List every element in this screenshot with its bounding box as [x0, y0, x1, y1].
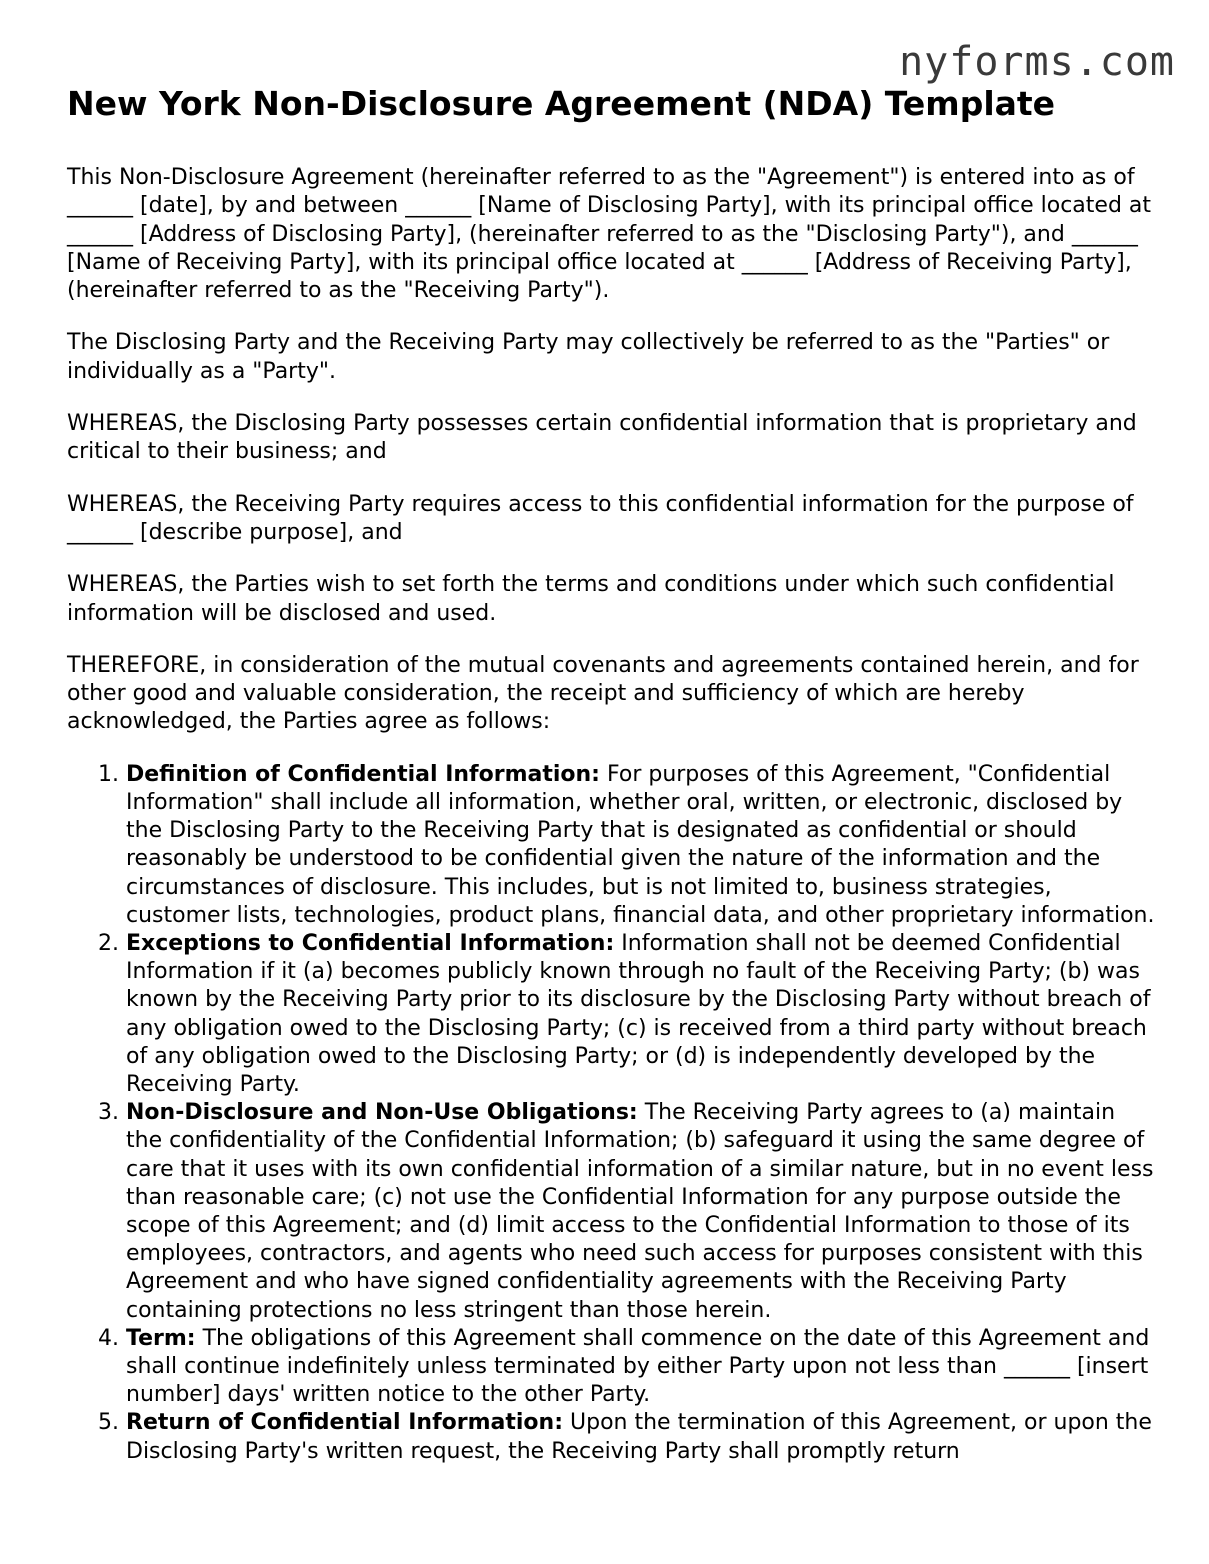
- clause-list: [67, 761, 1157, 1466]
- clause-item: [126, 761, 1157, 930]
- clause-heading: Return of Confidential Information:: [126, 1410, 564, 1436]
- clause-text: The Receiving Party agrees to (a) maintain the confidentiality of the Confidential Information; (b) safeguard it using the same degree of care that it uses with its own confidential information of a similar nature, but in no event less than reasonable care; (c) not use the Confidential Information for any purpose outside the scope of this Agreement; and (d) limit access to the Confidential Information to those of its employees, contractors, and agents who need such access for purposes consistent with this Agreement and who have signed confidentiality agreements with the Receiving Party containing protections no less stringent than those herein.: [126, 1100, 1154, 1323]
- clause-item: [126, 1099, 1157, 1325]
- whereas-paragraph-3: WHEREAS, the Parties wish to set forth the terms and conditions under which such confidential information will be disclosed and used.: [67, 572, 1115, 626]
- clause-text: Upon the termination of this Agreement, or upon the Disclosing Party's written request, the Receiving Party shall promptly return: [126, 1410, 1152, 1464]
- clause-text: For purposes of this Agreement, "Confidential Information" shall include all information, whether oral, written, or electronic, disclosed by the Disclosing Party to the Receiving Party that is designated as confidential or should reasonably be understood to be confidential given the nature of the information and the circumstances of disclosure. This includes, but is not limited to, business strategies, customer lists, technologies, product plans, financial data, and other proprietary information.: [126, 761, 1155, 928]
- therefore-paragraph: THEREFORE, in consideration of the mutual covenants and agreements contained herein, and for other good and valuable consideration, the receipt and sufficiency of which are hereby acknowledged, the Parties agree as follows:: [67, 652, 1139, 735]
- intro-paragraph: This Non-Disclosure Agreement (hereinafter referred to as the "Agreement") is entered into as of ______ [date], by and between ______ [Name of Disclosing Party], with its principal office located at ______ [Address of Disclosing Party], (hereinafter referred to as the "Disclosing Party"), and ______ [Name of Receiving Party], with its principal office located at ______ [Address of Receiving Party], (hereinafter referred to as the "Receiving Party").: [67, 165, 1152, 304]
- clause-heading: Exceptions to Confidential Information:: [126, 930, 615, 956]
- clause-item: [126, 1409, 1157, 1465]
- whereas-paragraph-1: WHEREAS, the Disclosing Party possesses certain confidential information that is proprietary and critical to their business; and: [67, 411, 1137, 465]
- document-title: New York Non-Disclosure Agreement (NDA) Template: [67, 84, 1056, 123]
- site-watermark: nyforms.com: [899, 39, 1175, 85]
- clause-text: The obligations of this Agreement shall commence on the date of this Agreement and shall continue indefinitely unless terminated by either Party upon not less than ______ [insert number] days' written notice to the other Party.: [126, 1325, 1150, 1408]
- clause-heading: Non-Disclosure and Non-Use Obligations:: [126, 1100, 638, 1126]
- whereas-paragraph-2: WHEREAS, the Receiving Party requires access to this confidential information for the purpose of ______ [describe purpose], and: [67, 491, 1134, 545]
- document-page: [67, 82, 1157, 1466]
- parties-paragraph: The Disclosing Party and the Receiving Party may collectively be referred to as the "Parties" or individually as a "Party".: [67, 330, 1110, 384]
- clause-item: [126, 930, 1157, 1099]
- clause-item: [126, 1325, 1157, 1410]
- clause-text: Information shall not be deemed Confidential Information if it (a) becomes publicly known through no fault of the Receiving Party; (b) was known by the Receiving Party prior to its disclosure by the Disclosing Party without breach of any obligation owed to the Disclosing Party; (c) is received from a third party without breach of any obligation owed to the Disclosing Party; or (d) is independently developed by the Receiving Party.: [126, 930, 1151, 1097]
- clause-heading: Definition of Confidential Information:: [126, 761, 600, 787]
- clause-heading: Term:: [126, 1325, 196, 1351]
